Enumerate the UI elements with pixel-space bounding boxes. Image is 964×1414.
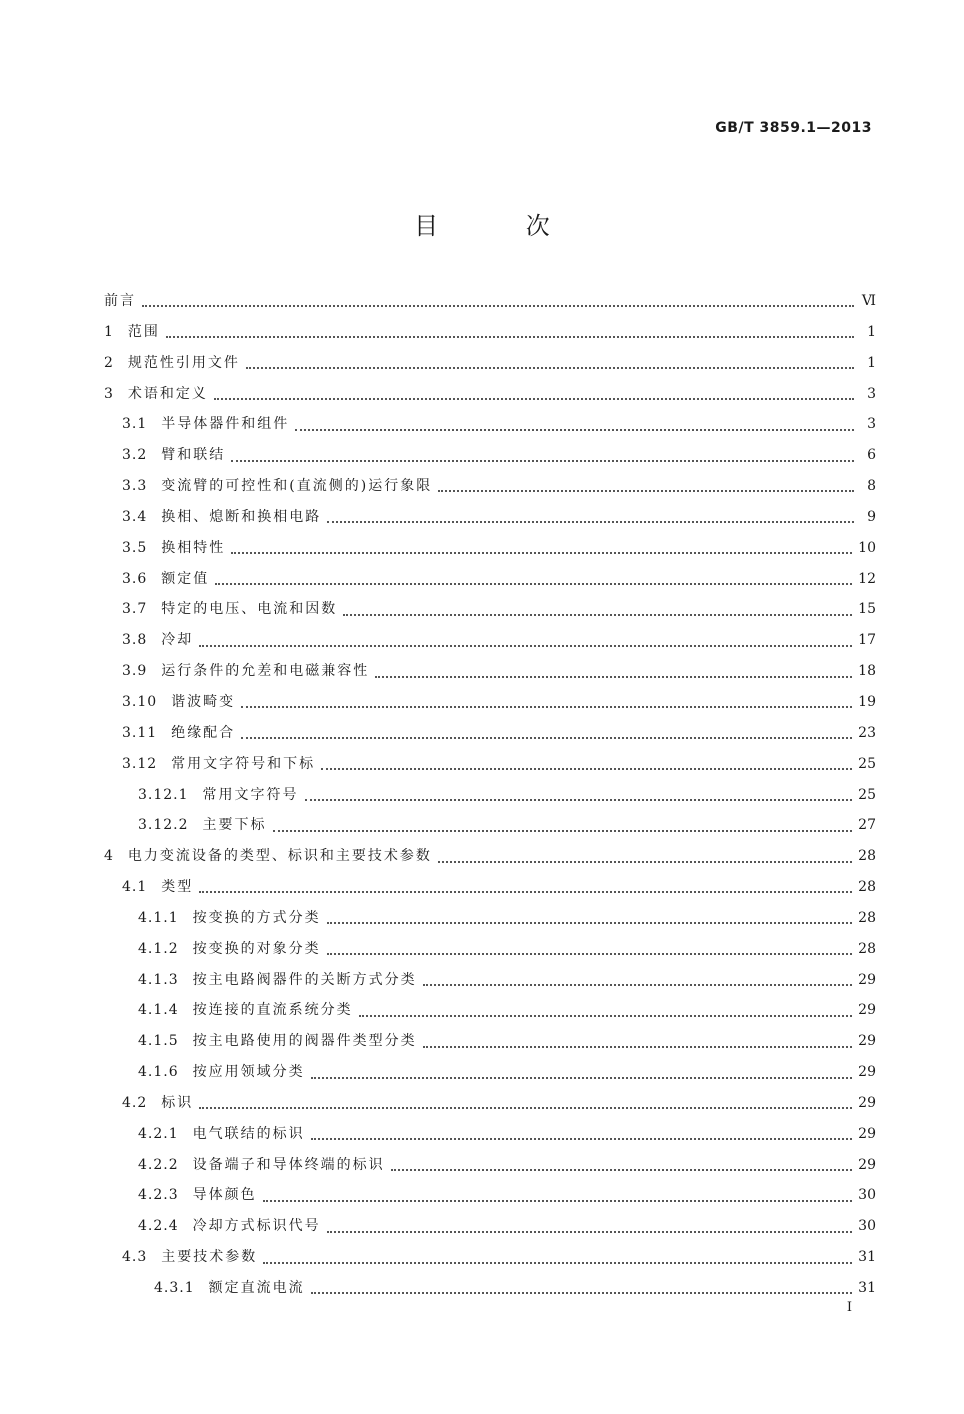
toc-entry-label: 按主电路阀器件的关断方式分类 [192,971,417,988]
toc-entry[interactable] [104,995,876,1026]
dot-leader [142,305,854,307]
toc-entry-page: 6 [867,447,876,464]
dot-leader [305,799,853,801]
dot-leader [327,521,854,523]
toc-entry[interactable] [104,564,876,595]
toc-entry[interactable] [104,1273,876,1304]
toc-entry-page: 28 [858,848,876,865]
dot-leader [246,367,854,369]
toc-entry-number: 4.2.2 [138,1156,179,1173]
toc-entry[interactable] [104,286,876,317]
toc-entry[interactable] [104,1119,876,1150]
toc-entry[interactable] [104,317,876,348]
toc-entry-number: 4.3 [122,1249,148,1266]
toc-entry-page: 27 [858,817,876,834]
dot-leader [438,861,852,863]
toc-entry[interactable] [104,348,876,379]
toc-entry-page: 30 [858,1187,876,1204]
toc-entry[interactable] [104,409,876,440]
toc-entry-page: 28 [858,909,876,926]
toc-entry-page: 28 [858,940,876,957]
toc-entry-label: 换相、熄断和换相电路 [161,508,322,525]
toc-entry[interactable] [104,1180,876,1211]
toc-entry-label: 运行条件的允差和电磁兼容性 [161,663,370,680]
toc-entry-number: 4.1.2 [138,940,179,957]
toc-entry[interactable] [104,1211,876,1242]
toc-entry-number: 4.2.1 [138,1125,179,1142]
toc-entry-label: 导体颜色 [192,1187,257,1204]
toc-entry-label: 术语和定义 [127,385,208,402]
toc-entry-page: 29 [858,1064,876,1081]
toc-entry[interactable] [104,440,876,471]
toc-entry-page: 12 [858,570,876,587]
toc-entry[interactable] [104,1057,876,1088]
dot-leader [311,1077,853,1079]
dot-leader [311,1138,853,1140]
toc-entry[interactable] [104,625,876,656]
toc-entry-label: 类型 [161,879,194,896]
toc-entry-label: 臂和联结 [161,447,226,464]
dot-leader [241,737,852,739]
toc-entry-number: 3.12.2 [138,817,189,834]
toc-entry-number: 2 [104,354,114,371]
toc-entry[interactable] [104,1088,876,1119]
toc-entry-number: 4.1.6 [138,1064,179,1081]
toc-entry[interactable] [104,780,876,811]
toc-entry-page: 19 [858,693,876,710]
toc-entry-label: 谐波畸变 [171,693,236,710]
toc-entry-number: 3.12.1 [138,786,189,803]
toc-entry-number: 3.7 [122,601,148,618]
toc-entry-label: 冷却 [161,632,194,649]
toc-entry-label: 常用文字符号和下标 [171,755,316,772]
dot-leader [214,398,854,400]
dot-leader [263,1200,853,1202]
toc-entry-page: 28 [858,879,876,896]
toc-entry-number: 4.2.3 [138,1187,179,1204]
toc-entry-label: 额定直流电流 [208,1280,305,1296]
toc-entry-page: 25 [858,786,876,803]
toc-entry-number: 3.2 [122,447,148,464]
dot-leader [327,922,853,924]
dot-leader [199,891,852,893]
toc-entry[interactable] [104,872,876,903]
toc-entry-page: 10 [858,539,876,556]
toc-entry-number: 3.6 [122,570,148,587]
toc-entry-label: 按连接的直流系统分类 [192,1002,353,1019]
dot-leader [343,614,852,616]
toc-entry-number: 4.1.1 [138,909,179,926]
toc-entry[interactable] [104,687,876,718]
toc-entry-label: 范围 [127,323,160,340]
toc-entry-page: 30 [858,1218,876,1235]
toc-entry-page: 23 [858,724,876,741]
toc-entry-page: 1 [867,354,876,371]
toc-entry[interactable] [104,1150,876,1181]
toc-entry-label: 换相特性 [161,539,226,556]
dot-leader [327,1231,853,1233]
toc-entry-page: 29 [858,1125,876,1142]
toc-entry-number: 4.1.5 [138,1033,179,1050]
toc-entry-page: 29 [858,1002,876,1019]
toc-entry-number: 1 [104,323,114,340]
toc-entry-label: 标识 [161,1094,194,1111]
dot-leader [327,953,853,955]
toc-entry-number: 4.2 [122,1094,148,1111]
toc-entry-number: 3 [104,385,114,402]
toc-entry-label: 特定的电压、电流和因数 [161,601,338,618]
toc-entry[interactable] [104,471,876,502]
toc-entry-number: 3.11 [122,724,158,741]
toc-entry-label: 按变换的方式分类 [192,909,321,926]
toc-entry[interactable] [104,594,876,625]
toc-entry-number: 3.9 [122,663,148,680]
dot-leader [295,429,854,431]
toc-entry-label: 设备端子和导体终端的标识 [192,1156,385,1173]
toc-entry-label: 冷却方式标识代号 [192,1218,321,1235]
dot-leader [199,645,852,647]
page-number: I [846,1300,852,1315]
toc-entry-number: 4.1.3 [138,971,179,988]
toc-entry[interactable] [104,502,876,533]
toc-entry-page: 8 [867,478,876,495]
toc-entry-page: 31 [858,1280,876,1296]
toc-entry-label: 电力变流设备的类型、标识和主要技术参数 [127,848,432,865]
dot-leader [391,1169,853,1171]
toc-entry[interactable] [104,656,876,687]
toc-entry-page: 29 [858,1094,876,1111]
toc-entry-label: 主要下标 [202,817,267,834]
toc-entry-number: 3.1 [122,416,148,433]
toc-entry-page: 29 [858,971,876,988]
toc-entry-page: 29 [858,1156,876,1173]
toc-entry[interactable] [104,1026,876,1057]
toc-entry[interactable] [104,903,876,934]
dot-leader [359,1015,853,1017]
toc-entry-page: 3 [867,416,876,433]
toc-entry-page: 3 [867,385,876,402]
dot-leader [263,1262,852,1264]
toc-entry-number: 3.8 [122,632,148,649]
toc-entry[interactable] [104,841,876,872]
dot-leader [199,1107,852,1109]
dot-leader [375,676,852,678]
toc-entry-label: 常用文字符号 [202,786,299,803]
toc-entry-label: 前言 [104,293,136,309]
toc-entry-label: 主要技术参数 [161,1249,258,1266]
dot-leader [231,552,852,554]
toc-entry-page: 1 [867,323,876,340]
toc-entry-label: 按变换的对象分类 [192,940,321,957]
dot-leader [311,1292,853,1294]
dot-leader [423,1046,853,1048]
toc-entry-label: 按应用领域分类 [192,1064,305,1081]
toc-entry-page: Ⅵ [861,293,876,309]
dot-leader [241,706,852,708]
toc-entry[interactable] [104,810,876,841]
dot-leader [321,768,852,770]
dot-leader [438,490,854,492]
dot-leader [166,336,854,338]
toc-entry-label: 按主电路使用的阀器件类型分类 [192,1033,417,1050]
toc-entry[interactable] [104,533,876,564]
toc-entry-page: 9 [867,508,876,525]
toc-entry[interactable] [104,379,876,410]
toc-entry-number: 3.12 [122,755,158,772]
dot-leader [231,460,854,462]
toc-entry-number: 4.1 [122,879,148,896]
toc-entry-label: 额定值 [161,570,210,587]
toc-entry[interactable] [104,718,876,749]
toc-entry-number: 3.3 [122,478,148,495]
toc-entry-number: 4 [104,848,114,865]
toc-entry-label: 绝缘配合 [171,724,236,741]
toc-entry-page: 25 [858,755,876,772]
toc-entry-number: 4.1.4 [138,1002,179,1019]
toc-entry[interactable] [104,934,876,965]
table-of-contents [104,286,876,1304]
toc-entry[interactable] [104,749,876,780]
toc-entry-page: 17 [858,632,876,649]
standard-code: GB/T 3859.1—2013 [715,120,872,136]
toc-entry-number: 3.5 [122,539,148,556]
toc-entry-number: 3.4 [122,508,148,525]
toc-entry-page: 31 [858,1249,876,1266]
toc-entry-label: 规范性引用文件 [127,354,240,371]
toc-entry-label: 变流臂的可控性和(直流侧的)运行象限 [161,478,433,495]
toc-entry-number: 4.2.4 [138,1218,179,1235]
toc-entry[interactable] [104,1242,876,1273]
toc-entry-page: 15 [858,601,876,618]
toc-entry-number: 4.3.1 [154,1280,195,1296]
dot-leader [215,583,852,585]
toc-entry-number: 3.10 [122,693,158,710]
toc-entry-label: 电气联结的标识 [192,1125,305,1142]
toc-title: 目 次 [414,212,590,240]
dot-leader [273,830,853,832]
toc-entry-page: 29 [858,1033,876,1050]
dot-leader [423,984,853,986]
toc-entry[interactable] [104,965,876,996]
toc-entry-page: 18 [858,663,876,680]
toc-entry-label: 半导体器件和组件 [161,416,290,433]
